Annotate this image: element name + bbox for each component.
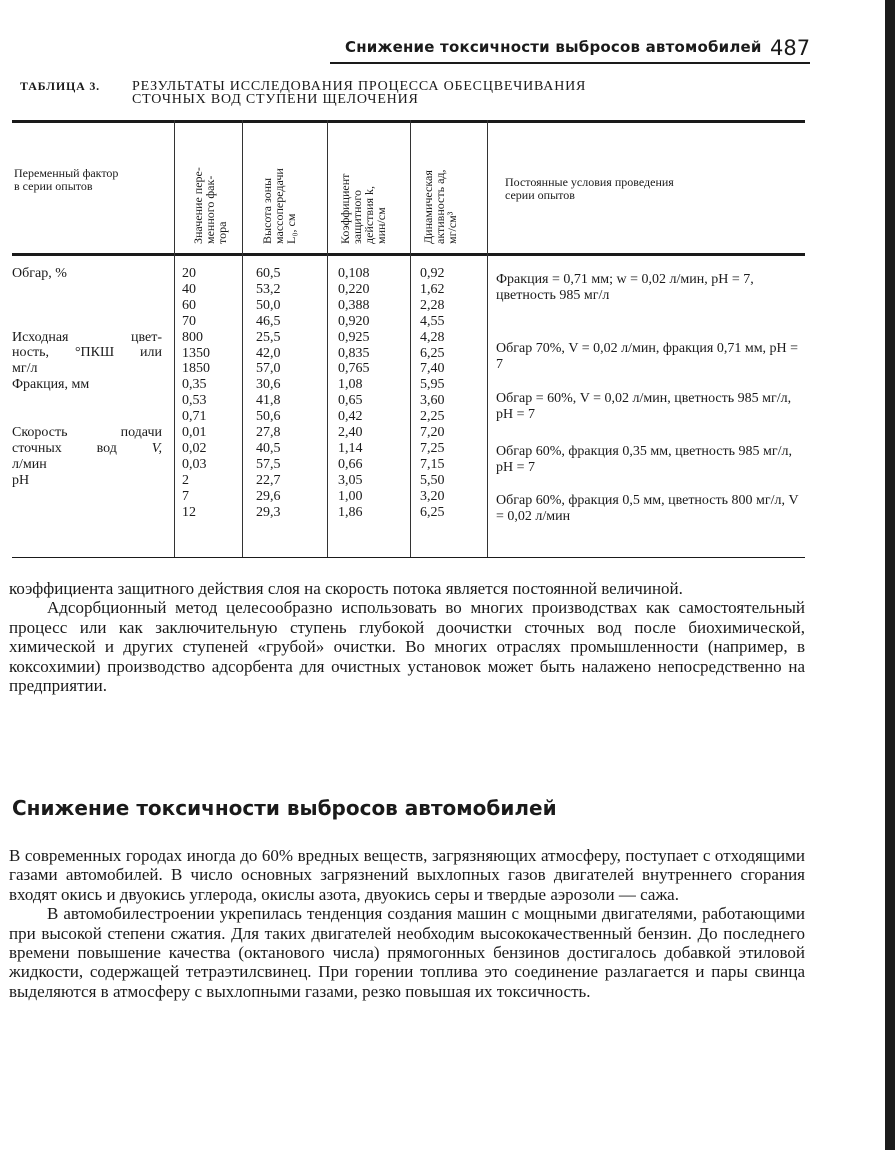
header-rule bbox=[330, 62, 810, 64]
header-variable-factor-line-2: в серии опытов bbox=[14, 179, 93, 193]
paragraph: коэффициента защитного действия слоя на скорость потока является постоянной величиной. bbox=[9, 579, 683, 598]
column-divider bbox=[487, 120, 488, 557]
header-variable-factor-line-1: Переменный фактор bbox=[14, 166, 119, 180]
column-dynamic-activity: 0,92 1,62 2,28 4,55 4,28 6,25 7,40 5,95 3,60 2,25 7,20 7,25 7,15 5,50 3,20 6,25 bbox=[420, 266, 445, 520]
table-top-rule bbox=[12, 120, 805, 123]
header-constant-conditions bbox=[505, 176, 674, 202]
header-mass-transfer-height: Высота зоны массопередачи L₀, см bbox=[260, 168, 298, 244]
conditions-burnout: Фракция = 0,71 мм; w = 0,02 л/мин, pH = 7, цветность 985 мг/л bbox=[496, 272, 754, 303]
section-heading: Снижение токсичности выбросов автомобилей bbox=[12, 796, 557, 820]
factor-flow-rate-line-2: сточных вод V, bbox=[12, 440, 162, 456]
header-dynamic-activity: Динамическая активность aд, мг/см³ bbox=[421, 169, 459, 244]
factor-initial-color-line-3: мг/л bbox=[12, 361, 38, 377]
factor-fraction: Фракция, мм bbox=[12, 377, 90, 393]
factor-column bbox=[12, 266, 162, 489]
column-factor-values: 20 40 60 70 800 1350 1850 0,35 0,53 0,71 0,01 0,02 0,03 2 7 12 bbox=[182, 266, 210, 520]
column-divider bbox=[174, 120, 175, 557]
column-mass-transfer-height: 60,5 53,2 50,0 46,5 25,5 42,0 57,0 30,6 41,8 50,6 27,8 40,5 57,5 22,7 29,6 29,3 bbox=[256, 266, 281, 520]
table-header-rule bbox=[12, 253, 805, 256]
table-title-line-1: РЕЗУЛЬТАТЫ ИССЛЕДОВАНИЯ ПРОЦЕССА ОБЕСЦВЕЧИВАНИЯ bbox=[132, 79, 587, 94]
header-constant-conditions-line-1: Постоянные условия проведения bbox=[505, 175, 674, 189]
conditions-fraction: Обгар = 60%, V = 0,02 л/мин, цветность 985 мг/л, pH = 7 bbox=[496, 391, 792, 422]
section-body bbox=[9, 846, 805, 1001]
header-variable-factor bbox=[14, 167, 118, 193]
paragraph: В современных городах иногда до 60% вредных веществ, загрязняющих атмосферу, поступает с отходящими газами автомобилей. В число основных загрязнений выхлопных газов двигателей внутреннего сгорания входят окись и двуокись углерода, окислы азота, двуокись серы и твердые аэрозоли — сажа. bbox=[9, 846, 805, 904]
continued-text bbox=[9, 579, 805, 695]
running-title: Снижение токсичности выбросов автомобилей bbox=[345, 38, 762, 56]
factor-initial-color-line-1: Исходная цвет- bbox=[12, 329, 162, 345]
page-edge-shadow bbox=[885, 0, 895, 1150]
factor-initial-color-line-2: ность, °ПКШ или bbox=[12, 345, 162, 361]
factor-ph: pH bbox=[12, 472, 30, 488]
table-bottom-rule bbox=[12, 557, 805, 558]
conditions-initial-color: Обгар 70%, V = 0,02 л/мин, фракция 0,71 мм, pH = 7 bbox=[496, 341, 799, 372]
header-constant-conditions-line-2: серии опытов bbox=[505, 188, 575, 202]
column-divider bbox=[242, 120, 243, 557]
table-title-line-2: СТОЧНЫХ ВОД СТУПЕНИ ЩЕЛОЧЕНИЯ bbox=[132, 92, 419, 107]
column-divider bbox=[327, 120, 328, 557]
factor-burnout: Обгар, % bbox=[12, 266, 67, 281]
paragraph: Адсорбционный метод целесообразно использовать во многих производствах как самостоятельный процесс или как заключительную ступень глубокой доочистки сточных вод после биохимической, химической и других ступеней «грубой» очистки. Во многих отраслях промышленности (например, в коксохимии) производство адсорбента для очистных установок может быть налажено непосредственно на предприятии. bbox=[9, 598, 805, 696]
column-divider bbox=[410, 120, 411, 557]
factor-flow-rate-line-1: Скорость подачи bbox=[12, 424, 162, 440]
header-protection-coefficient: Коэффициент защитного действия k, мин/см bbox=[338, 173, 388, 244]
factor-flow-rate-line-3: л/мин bbox=[12, 456, 47, 472]
table-label: ТАБЛИЦА 3. bbox=[20, 79, 100, 93]
conditions-ph: Обгар 60%, фракция 0,5 мм, цветность 800 мг/л, V = 0,02 л/мин bbox=[496, 493, 799, 524]
column-protection-coefficient: 0,108 0,220 0,388 0,920 0,925 0,835 0,765 1,08 0,65 0,42 2,40 1,14 0,66 3,05 1,00 1,86 bbox=[338, 266, 370, 520]
conditions-flow-rate: Обгар 60%, фракция 0,35 мм, цветность 985 мг/л, pH = 7 bbox=[496, 444, 792, 475]
page-number: 487 bbox=[770, 36, 811, 60]
paragraph: В автомобилестроении укрепилась тенденция создания машин с мощными двигателями, работающими при высокой степени сжатия. Для таких двигателей необходим высококачественный бензин. До последнего времени повышение качества (октанового числа) прямогонных бензинов достигалось добавкой этиловой жидкости, содержащей тетраэтилсвинец. При горении топлива это соединение разлагается и пары свинца выделяются в атмосферу с выхлопными газами, резко повышая их токсичность. bbox=[9, 904, 805, 1001]
table-caption bbox=[20, 80, 780, 106]
header-factor-value: Значение пере- менного фак- тора bbox=[191, 167, 229, 244]
